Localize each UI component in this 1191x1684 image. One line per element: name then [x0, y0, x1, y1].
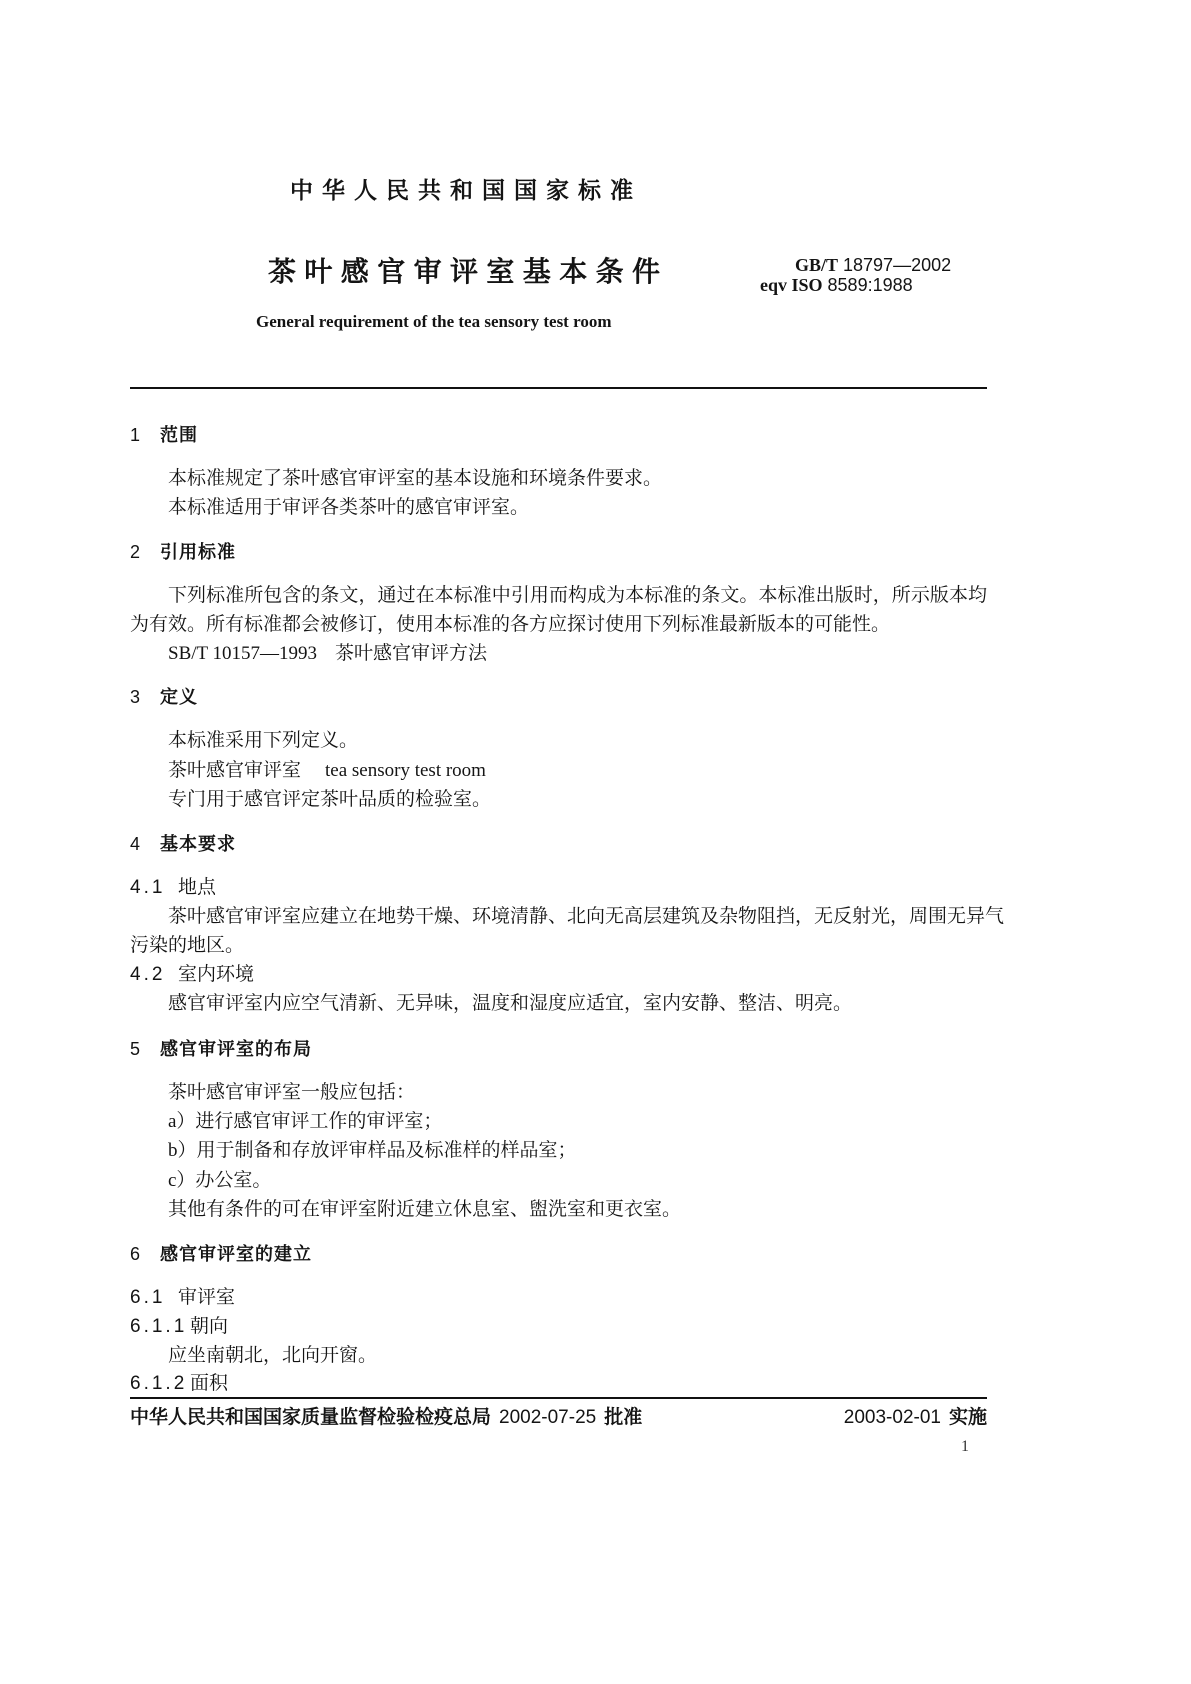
- subsection-number: 6.1.1: [130, 1316, 188, 1337]
- approval-line: [130, 1406, 642, 1430]
- section-title: 范围: [160, 425, 198, 445]
- equivalent-standard-number: 8589:1988: [827, 275, 913, 295]
- section-3-heading: [130, 685, 198, 709]
- section-5-heading: [130, 1037, 312, 1061]
- subsection-title: 朝向: [190, 1316, 229, 1337]
- subsection-number: 6.1.2: [130, 1373, 188, 1394]
- section-1-heading: [130, 423, 198, 447]
- subsection-title: 地点: [178, 877, 217, 898]
- section-title: 定义: [160, 687, 198, 707]
- effective-line: [844, 1406, 987, 1430]
- section-number: 2: [130, 542, 141, 562]
- page-number: 1: [961, 1438, 969, 1455]
- section-6-heading: [130, 1242, 312, 1266]
- term-en: tea sensory test room: [325, 760, 486, 781]
- issue-date: 2002-07-25: [499, 1407, 597, 1428]
- subsection-4-2-heading: [130, 963, 254, 987]
- footer-rule: [130, 1397, 987, 1399]
- section-title: 引用标准: [160, 542, 236, 562]
- document-title-cn: 茶叶感官审评室基本条件: [268, 256, 669, 287]
- paragraph-line: 本标准规定了茶叶感官审评室的基本设施和环境条件要求。: [168, 468, 663, 489]
- subsection-6-1-2-heading: [130, 1372, 228, 1396]
- subsection-number: 4.2: [130, 964, 166, 985]
- standard-code-prefix: GB/T: [795, 255, 839, 275]
- subsection-title: 室内环境: [178, 964, 255, 985]
- section-number: 3: [130, 687, 141, 707]
- paragraph-line: 本标准适用于审评各类茶叶的感官审评室。: [168, 497, 530, 518]
- subsection-number: 6.1: [130, 1287, 166, 1308]
- paragraph-line: 其他有条件的可在审评室附近建立休息室、盥洗室和更衣室。: [168, 1199, 682, 1220]
- subsection-title: 审评室: [178, 1287, 236, 1308]
- issuing-authority: 中华人民共和国国家质量监督检验检疫总局: [130, 1407, 492, 1428]
- header-rule: [130, 387, 987, 389]
- equivalent-standard: [760, 274, 913, 296]
- subsection-title: 面积: [190, 1373, 229, 1394]
- list-item: a）进行感官审评工作的审评室；: [168, 1111, 443, 1132]
- effective-label: 实施: [948, 1407, 987, 1428]
- subsection-6-1-heading: [130, 1286, 235, 1310]
- standard-type-heading: 中华人民共和国国家标准: [290, 177, 642, 203]
- paragraph-line: 应坐南朝北，北向开窗。: [168, 1345, 378, 1366]
- subsection-4-1-heading: [130, 876, 216, 900]
- section-4-heading: [130, 832, 236, 856]
- paragraph-line: 茶叶感官审评室一般应包括：: [168, 1082, 416, 1103]
- section-number: 4: [130, 834, 141, 854]
- standard-code-number: 18797—2002: [843, 255, 952, 275]
- paragraph-line: 为有效。所有标准都会被修订，使用本标准的各方应探讨使用下列标准最新版本的可能性。: [130, 614, 891, 635]
- paragraph-line: 下列标准所包含的条文，通过在本标准中引用而构成为本标准的条文。本标准出版时，所示版本均: [168, 585, 987, 606]
- issue-label: 批准: [604, 1407, 643, 1428]
- section-title: 感官审评室的建立: [160, 1244, 312, 1264]
- paragraph-line: 本标准采用下列定义。: [168, 730, 359, 751]
- section-title: 感官审评室的布局: [160, 1039, 312, 1059]
- list-item: c）办公室。: [168, 1170, 272, 1191]
- subsection-number: 4.1: [130, 877, 166, 898]
- reference-title: 茶叶感官审评方法: [335, 643, 488, 664]
- subsection-6-1-1-heading: [130, 1315, 228, 1339]
- equivalent-standard-prefix: eqv ISO: [760, 275, 823, 295]
- section-number: 6: [130, 1244, 141, 1264]
- section-number: 1: [130, 425, 141, 445]
- effective-date: 2003-02-01: [843, 1407, 941, 1428]
- normative-reference: [168, 642, 487, 666]
- term-cn: 茶叶感官审评室: [168, 760, 302, 781]
- section-2-heading: [130, 540, 236, 564]
- standard-code: [795, 254, 951, 276]
- section-title: 基本要求: [160, 834, 236, 854]
- section-number: 5: [130, 1039, 141, 1059]
- reference-code: SB/T 10157—1993: [168, 643, 318, 664]
- document-title-en: General requirement of the tea sensory test room: [256, 312, 612, 331]
- paragraph-line: 感官审评室内应空气清新、无异味，温度和湿度应适宜，室内安静、整洁、明亮。: [168, 993, 853, 1014]
- paragraph-line: 茶叶感官审评室应建立在地势干燥、环境清静、北向无高层建筑及杂物阻挡，无反射光，周围无异气: [168, 906, 1005, 927]
- definition-term: [168, 759, 486, 783]
- paragraph-line: 污染的地区。: [130, 935, 245, 956]
- list-item: b）用于制备和存放评审样品及标准样的样品室；: [168, 1140, 577, 1161]
- definition-text: 专门用于感官评定茶叶品质的检验室。: [168, 789, 492, 810]
